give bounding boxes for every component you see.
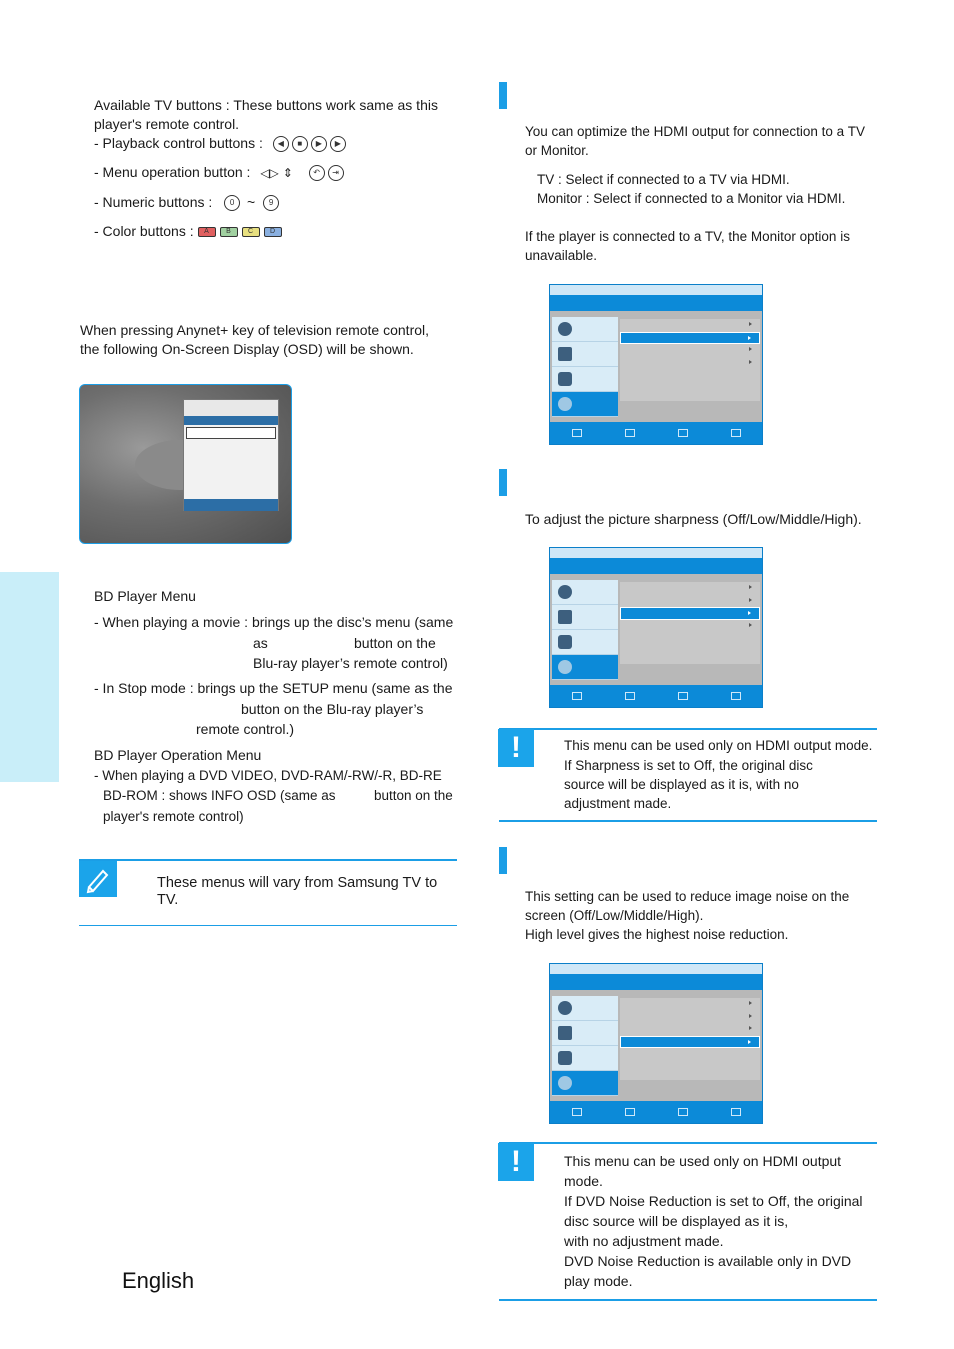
bd-menu-movie-2a: as: [253, 635, 268, 651]
osd-screen-noise: [549, 963, 763, 1124]
bd-op-menu-2b: button on the: [374, 788, 453, 803]
bd-menu-movie-3: Blu-ray player’s remote control): [253, 655, 448, 671]
bd-menu-movie-1: - When playing a movie : brings up the disc’s menu (same: [94, 614, 454, 630]
caution2-text-1: This menu can be used only on HDMI output: [564, 1153, 842, 1169]
osd-footer: [550, 685, 762, 707]
tv-buttons-intro-2: player's remote control.: [94, 116, 240, 132]
bd-op-menu-2a: BD-ROM : shows INFO OSD (same as: [103, 788, 336, 803]
color-a-button-icon: A: [198, 227, 216, 237]
footer-language: English: [122, 1268, 195, 1293]
osd-setup-icon: [552, 1046, 618, 1071]
playback-label: - Playback control buttons :: [94, 135, 263, 151]
caution2-text-4: disc source will be displayed as it is,: [564, 1213, 789, 1229]
numeric-0-icon: 0: [224, 195, 240, 211]
tv-note-1: If the player is connected to a TV, the Monitor option is: [525, 229, 850, 244]
pencil-note-icon: [79, 861, 117, 897]
caution-icon: !: [498, 729, 534, 767]
caution2-text-3: If DVD Noise Reduction is set to Off, the original: [564, 1193, 863, 1209]
fast-forward-icon: ▶: [330, 136, 346, 152]
osd-setup-icon: [552, 630, 618, 655]
osd-row: [620, 357, 760, 370]
anynet-para-1: When pressing Anynet+ key of television remote control,: [80, 322, 430, 338]
caution1-text-2: If Sharpness is set to Off, the original disc: [564, 758, 813, 773]
color-c-button-icon: C: [242, 227, 260, 237]
osd-row: [620, 344, 760, 357]
bd-op-menu-title: BD Player Operation Menu: [94, 747, 262, 763]
caution1-bottom-rule: [499, 820, 877, 822]
osd-row: [620, 1023, 760, 1036]
caution2-text-6: DVD Noise Reduction is available only in DVD: [564, 1253, 852, 1269]
osd-screen-hdmi: [549, 284, 763, 445]
exit-icon: ⇥: [328, 165, 344, 181]
rewind-icon: ◀: [273, 136, 289, 152]
stop-icon: ■: [292, 136, 308, 152]
bd-menu-stop-2: button on the Blu-ray player’s: [241, 701, 424, 717]
osd-gear-icon: [552, 655, 618, 680]
anynet-menu-panel: [183, 399, 279, 511]
playback-buttons-row: [94, 134, 349, 153]
menu-op-label: - Menu operation button :: [94, 164, 251, 180]
osd-music-icon: [552, 605, 618, 630]
chapter-side-tab: [0, 572, 59, 782]
caution-icon: !: [498, 1143, 534, 1181]
osd-row: [620, 1011, 760, 1024]
noise-para-1: This setting can be used to reduce image noise on the: [525, 889, 850, 904]
osd-title-bar: [550, 974, 762, 990]
caution2-text-2: mode.: [564, 1173, 603, 1189]
anynet-para-2: the following On-Screen Display (OSD) will be shown.: [80, 341, 414, 357]
caution2-top-rule: [499, 1142, 877, 1144]
osd-title-bar: [550, 558, 762, 574]
caution2-bottom-rule: [499, 1299, 877, 1301]
osd-music-icon: [552, 342, 618, 367]
caution1-text-4: adjustment made.: [564, 796, 672, 811]
osd-disc-icon: [552, 317, 618, 342]
osd-gear-icon: [552, 1071, 618, 1096]
play-pause-icon: ▶: [311, 136, 327, 152]
bd-menu-movie-2b: button on the: [354, 635, 436, 651]
caution2-text-5: with no adjustment made.: [564, 1233, 724, 1249]
monitor-option-text: Monitor : Select if connected to a Monitor via HDMI.: [537, 191, 846, 206]
caution1-text-1: This menu can be used only on HDMI output mode.: [564, 738, 873, 753]
hdmi-para-2: or Monitor.: [525, 143, 589, 158]
osd-row: [620, 595, 760, 608]
numeric-tilde: ~: [247, 194, 256, 210]
osd-row: [620, 582, 760, 595]
bd-menu-stop-3: remote control.): [196, 721, 295, 737]
menu-op-row: [94, 163, 347, 183]
caution1-text-3: source will be displayed as it is, with no: [564, 777, 799, 792]
osd-screen-sharpness: [549, 547, 763, 708]
note-text-1: These menus will vary from Samsung TV to: [157, 875, 438, 891]
direction-keys-icon: ◁▷: [260, 166, 279, 180]
osd-row: [620, 319, 760, 332]
section-marker-sharpness: [499, 469, 507, 496]
section-marker-noise: [499, 847, 507, 874]
noise-para-3: High level gives the highest noise reduction.: [525, 927, 789, 942]
tv-buttons-intro-1: Available TV buttons : These buttons work same as this: [94, 97, 438, 113]
sharpness-para: To adjust the picture sharpness (Off/Low/Middle/High).: [525, 511, 862, 527]
up-down-keys-icon: ⇕: [282, 166, 293, 180]
note-bottom-rule: [79, 925, 457, 926]
bd-op-menu-1: - When playing a DVD VIDEO, DVD-RAM/-RW/-R, BD-RE: [94, 768, 442, 783]
osd-disc-icon: [552, 996, 618, 1021]
osd-title-bar: [550, 295, 762, 311]
hdmi-para-1: You can optimize the HDMI output for connection to a TV: [525, 124, 865, 139]
numeric-9-icon: 9: [263, 195, 279, 211]
osd-row: [620, 620, 760, 633]
caution2-text-7: play mode.: [564, 1273, 633, 1289]
bd-menu-title: BD Player Menu: [94, 588, 196, 604]
return-icon: ↶: [309, 165, 325, 181]
bd-op-menu-3: player's remote control): [103, 809, 244, 824]
numeric-row: [94, 193, 282, 212]
color-label: - Color buttons :: [94, 223, 194, 239]
numeric-label: - Numeric buttons :: [94, 194, 213, 210]
bd-menu-stop-1: - In Stop mode : brings up the SETUP menu (same as the: [94, 680, 453, 696]
color-d-button-icon: D: [264, 227, 282, 237]
color-row: [94, 222, 286, 241]
tv-note-2: unavailable.: [525, 248, 598, 263]
osd-setup-icon: [552, 367, 618, 392]
osd-footer: [550, 422, 762, 444]
caution1-top-rule: [499, 728, 877, 730]
osd-row-selected: [620, 1036, 760, 1049]
osd-footer: [550, 1101, 762, 1123]
noise-para-2: screen (Off/Low/Middle/High).: [525, 908, 704, 923]
tv-option-text: TV : Select if connected to a TV via HDMI.: [537, 172, 790, 187]
osd-music-icon: [552, 1021, 618, 1046]
section-marker-hdmi: [499, 82, 507, 109]
note-text-2: TV.: [157, 892, 179, 908]
osd-row-selected: [620, 607, 760, 620]
anynet-osd-screenshot: [79, 384, 292, 544]
osd-row: [620, 998, 760, 1011]
osd-row-selected: [620, 332, 760, 345]
color-b-button-icon: B: [220, 227, 238, 237]
osd-gear-icon: [552, 392, 618, 417]
osd-disc-icon: [552, 580, 618, 605]
note-top-rule: [79, 859, 457, 861]
